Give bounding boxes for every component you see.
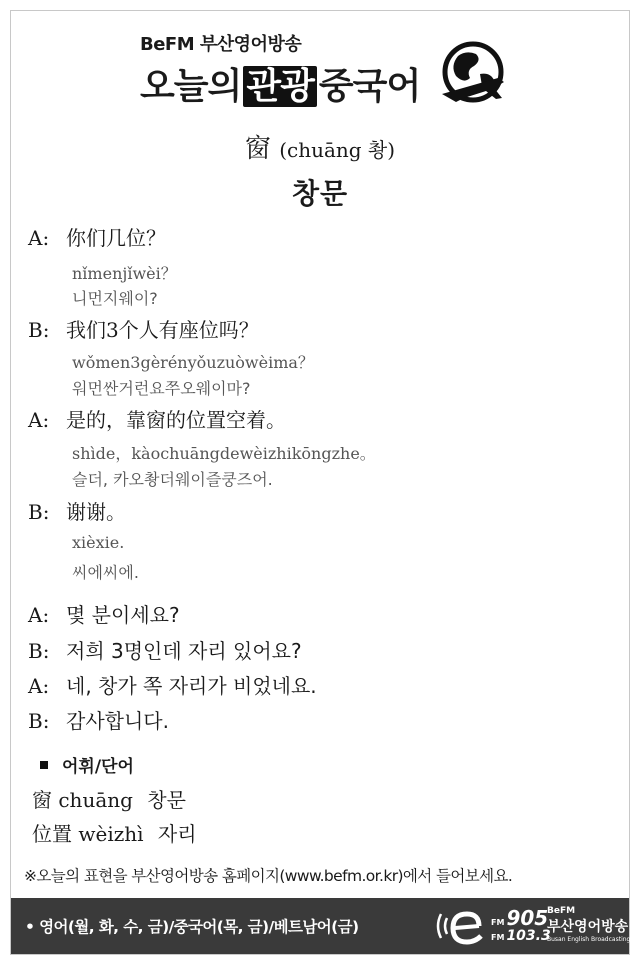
speaker-label: B:: [28, 639, 50, 663]
speaker-label: A:: [28, 226, 50, 250]
globe-airplane-icon: [436, 36, 510, 110]
title-pre: 오늘의: [140, 66, 242, 107]
logo-name: 부산영어방송: [547, 919, 629, 935]
logo-subtitle: Busan English Broadcasting: [547, 936, 631, 943]
vocab-pinyin: chuāng: [58, 788, 133, 812]
broadcast-schedule: • 영어(월, 화, 수, 금)/중국어(목, 금)/베트남어(금): [25, 918, 359, 936]
speaker-label: A:: [28, 674, 50, 698]
vocab-item: [32, 784, 186, 813]
translation-text: 감사합니다.: [66, 709, 169, 733]
speaker-label: B:: [28, 318, 50, 342]
speaker-label: B:: [28, 500, 50, 524]
translation-line: [28, 635, 302, 664]
vocab-hanzi: 窗: [32, 788, 52, 812]
chinese-text: 你们几位？: [66, 226, 166, 250]
title-boxed: 관광: [243, 66, 317, 107]
translation-text: 저희 3명인데 자리 있어요?: [66, 639, 302, 663]
word-hanzi: 窗: [244, 134, 271, 164]
frequency-main: FM 905: [491, 906, 549, 930]
vocab-pinyin: wèizhì: [78, 822, 144, 846]
pinyin-text: xièxie.: [72, 533, 125, 552]
translation-text: 네, 창가 쪽 자리가 비었네요.: [66, 674, 317, 698]
header-logo: [0, 14, 640, 110]
brand-text: BeFM 부산영어방송: [140, 34, 302, 55]
program-title: [140, 58, 420, 109]
translation-line: [28, 705, 169, 734]
korean-pronunciation: 씨에씨에.: [72, 563, 139, 582]
dialogue-line: [28, 314, 259, 343]
chinese-text: 谢谢。: [66, 500, 126, 524]
radio-wave-e-icon: [433, 904, 489, 948]
frequency-sub: FM 103.3: [491, 928, 551, 944]
korean-pronunciation: 워먼싼거런요쭈오웨이마?: [72, 379, 251, 398]
korean-pronunciation: 니먼지웨이?: [72, 289, 158, 308]
korean-pronunciation: 슬더, 카오촹더웨이즐쿵즈어.: [72, 470, 273, 489]
vocab-heading: 어휘/단어: [40, 752, 134, 777]
pinyin-text: nǐmenjǐwèi？: [72, 264, 177, 283]
chinese-text: 是的，靠窗的位置空着。: [66, 408, 286, 432]
translation-line: [28, 670, 317, 699]
word-pinyin-korean: (chuāng 촹): [279, 138, 396, 162]
vocab-korean: 창문: [147, 788, 186, 812]
dialogue-line: [28, 496, 126, 525]
pinyin-text: shìde，kàochuāngdewèizhikōngzhe。: [72, 444, 376, 463]
logo-brand: BeFM: [547, 906, 576, 916]
word-heading: [0, 128, 640, 165]
speaker-label: A:: [28, 408, 50, 432]
pinyin-text: wǒmen3gèrényǒuzuòwèima？: [72, 353, 314, 372]
chinese-text: 我们3个人有座位吗？: [66, 318, 259, 342]
word-meaning: 창문: [291, 177, 349, 210]
befm-logo: [425, 898, 629, 954]
dialogue-line: [28, 404, 286, 433]
translation-text: 몇 분이세요?: [66, 603, 180, 627]
bullet-square-icon: [40, 761, 48, 769]
speaker-label: A:: [28, 603, 50, 627]
translation-line: [28, 599, 180, 628]
title-post: 중국어: [318, 66, 421, 107]
vocab-hanzi: 位置: [32, 822, 72, 846]
vocab-item: [32, 818, 197, 847]
footer-bar: [11, 898, 629, 954]
dialogue-line: [28, 222, 166, 251]
notice-text: ※오늘의 표현을 부산영어방송 홈페이지(www.befm.or.kr)에서 들어보세요.: [24, 867, 513, 885]
vocab-korean: 자리: [157, 822, 197, 846]
speaker-label: B:: [28, 709, 50, 733]
